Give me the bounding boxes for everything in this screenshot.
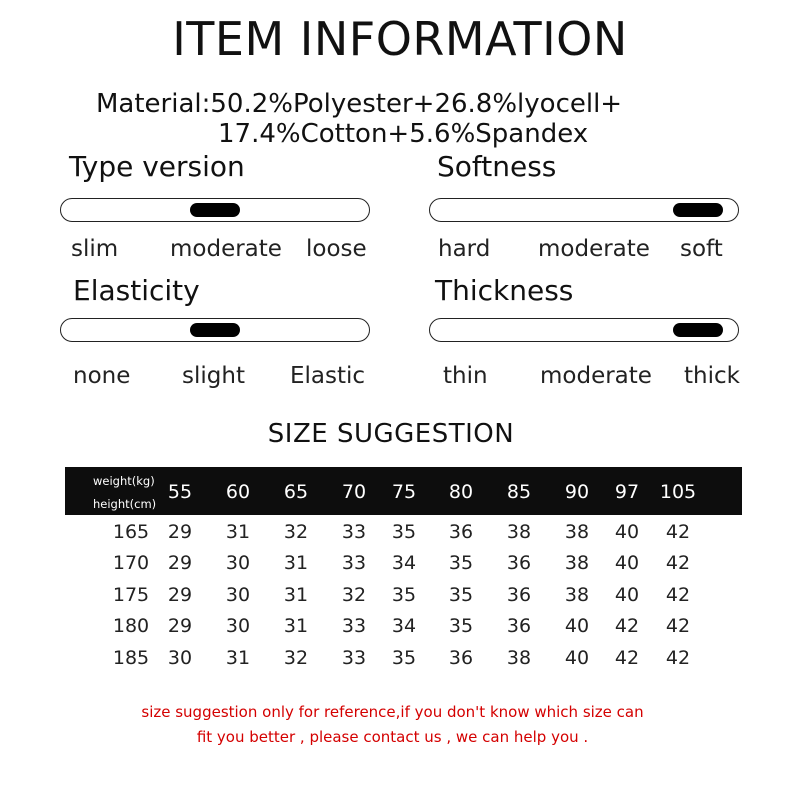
row-height-180: 180	[112, 615, 150, 637]
size-cell: 30	[225, 552, 251, 574]
softness-option-hard: hard	[438, 236, 491, 262]
size-cell: 42	[665, 521, 691, 543]
elasticity-option-none: none	[73, 363, 131, 389]
row-height-170: 170	[112, 552, 150, 574]
header-weight-80: 80	[448, 481, 474, 503]
attr-title-thickness: Thickness	[435, 274, 574, 307]
table-row	[0, 552, 800, 582]
attr-title-elasticity: Elasticity	[73, 274, 200, 307]
size-cell: 40	[614, 521, 640, 543]
size-cell: 33	[341, 552, 367, 574]
size-cell: 31	[283, 552, 309, 574]
size-cell: 38	[506, 647, 532, 669]
size-cell: 38	[506, 521, 532, 543]
size-cell: 36	[506, 615, 532, 637]
size-cell: 34	[391, 552, 417, 574]
size-cell: 35	[448, 584, 474, 606]
header-weight-85: 85	[506, 481, 532, 503]
size-cell: 35	[391, 521, 417, 543]
size-cell: 42	[665, 584, 691, 606]
page-title: ITEM INFORMATION	[172, 12, 628, 66]
size-cell: 29	[167, 552, 193, 574]
header-height-label: height(cm)	[93, 497, 157, 511]
size-cell: 35	[448, 552, 474, 574]
size-cell: 32	[283, 521, 309, 543]
size-cell: 30	[225, 584, 251, 606]
size-cell: 40	[614, 584, 640, 606]
header-weight-70: 70	[341, 481, 367, 503]
elasticity-knob	[190, 323, 240, 337]
size-cell: 29	[167, 615, 193, 637]
size-cell: 40	[614, 552, 640, 574]
size-cell: 38	[564, 552, 590, 574]
header-weight-55: 55	[167, 481, 193, 503]
size-cell: 36	[448, 521, 474, 543]
size-cell: 31	[225, 647, 251, 669]
row-height-185: 185	[112, 647, 150, 669]
material-line-2: 17.4%Cotton+5.6%Spandex	[218, 119, 589, 149]
size-cell: 42	[614, 615, 640, 637]
size-cell: 33	[341, 615, 367, 637]
thickness-slider	[429, 318, 739, 342]
size-cell: 36	[506, 584, 532, 606]
size-cell: 38	[564, 584, 590, 606]
softness-knob	[673, 203, 723, 217]
size-cell: 36	[448, 647, 474, 669]
row-height-175: 175	[112, 584, 150, 606]
size-cell: 38	[564, 521, 590, 543]
elasticity-slider	[60, 318, 370, 342]
thickness-option-thick: thick	[684, 363, 740, 389]
type-version-slider	[60, 198, 370, 222]
header-weight-60: 60	[225, 481, 251, 503]
softness-slider	[429, 198, 739, 222]
size-cell: 34	[391, 615, 417, 637]
thickness-option-moderate: moderate	[540, 363, 652, 389]
note-line-2: fit you better , please contact us , we can help you .	[196, 728, 589, 746]
size-cell: 31	[283, 615, 309, 637]
type-version-knob	[190, 203, 240, 217]
type-version-option-slim: slim	[71, 236, 119, 262]
note-line-1: size suggestion only for reference,if you don't know which size can	[141, 703, 644, 721]
material-info	[96, 89, 622, 149]
thickness-knob	[673, 323, 723, 337]
size-cell: 42	[665, 615, 691, 637]
size-cell: 32	[283, 647, 309, 669]
table-row	[0, 521, 800, 551]
header-weight-90: 90	[564, 481, 590, 503]
size-cell: 42	[665, 552, 691, 574]
elasticity-option-elastic: Elastic	[290, 363, 366, 389]
header-weight-75: 75	[391, 481, 417, 503]
attr-title-type-version: Type version	[69, 150, 245, 183]
type-version-option-moderate: moderate	[170, 236, 282, 262]
material-line-1: Material:50.2%Polyester+26.8%lyocell+	[96, 89, 623, 119]
table-row	[0, 647, 800, 677]
size-cell: 42	[614, 647, 640, 669]
size-cell: 35	[448, 615, 474, 637]
attr-title-softness: Softness	[437, 150, 557, 183]
elasticity-option-slight: slight	[182, 363, 245, 389]
table-row	[0, 615, 800, 645]
size-table-header	[65, 467, 742, 515]
size-cell: 42	[665, 647, 691, 669]
header-weight-label: weight(kg)	[93, 474, 155, 488]
thickness-option-thin: thin	[443, 363, 488, 389]
header-weight-105: 105	[659, 481, 697, 503]
size-cell: 35	[391, 584, 417, 606]
size-cell: 40	[564, 615, 590, 637]
size-cell: 31	[283, 584, 309, 606]
size-cell: 30	[225, 615, 251, 637]
size-cell: 36	[506, 552, 532, 574]
header-weight-97: 97	[614, 481, 640, 503]
size-cell: 29	[167, 584, 193, 606]
row-height-165: 165	[112, 521, 150, 543]
size-cell: 35	[391, 647, 417, 669]
type-version-option-loose: loose	[306, 236, 367, 262]
size-cell: 33	[341, 647, 367, 669]
size-cell: 32	[341, 584, 367, 606]
table-row	[0, 584, 800, 614]
size-suggestion-title: SIZE SUGGESTION	[267, 419, 515, 449]
size-cell: 29	[167, 521, 193, 543]
size-cell: 31	[225, 521, 251, 543]
header-weight-65: 65	[283, 481, 309, 503]
size-cell: 33	[341, 521, 367, 543]
softness-option-soft: soft	[680, 236, 723, 262]
softness-option-moderate: moderate	[538, 236, 650, 262]
size-cell: 40	[564, 647, 590, 669]
size-cell: 30	[167, 647, 193, 669]
